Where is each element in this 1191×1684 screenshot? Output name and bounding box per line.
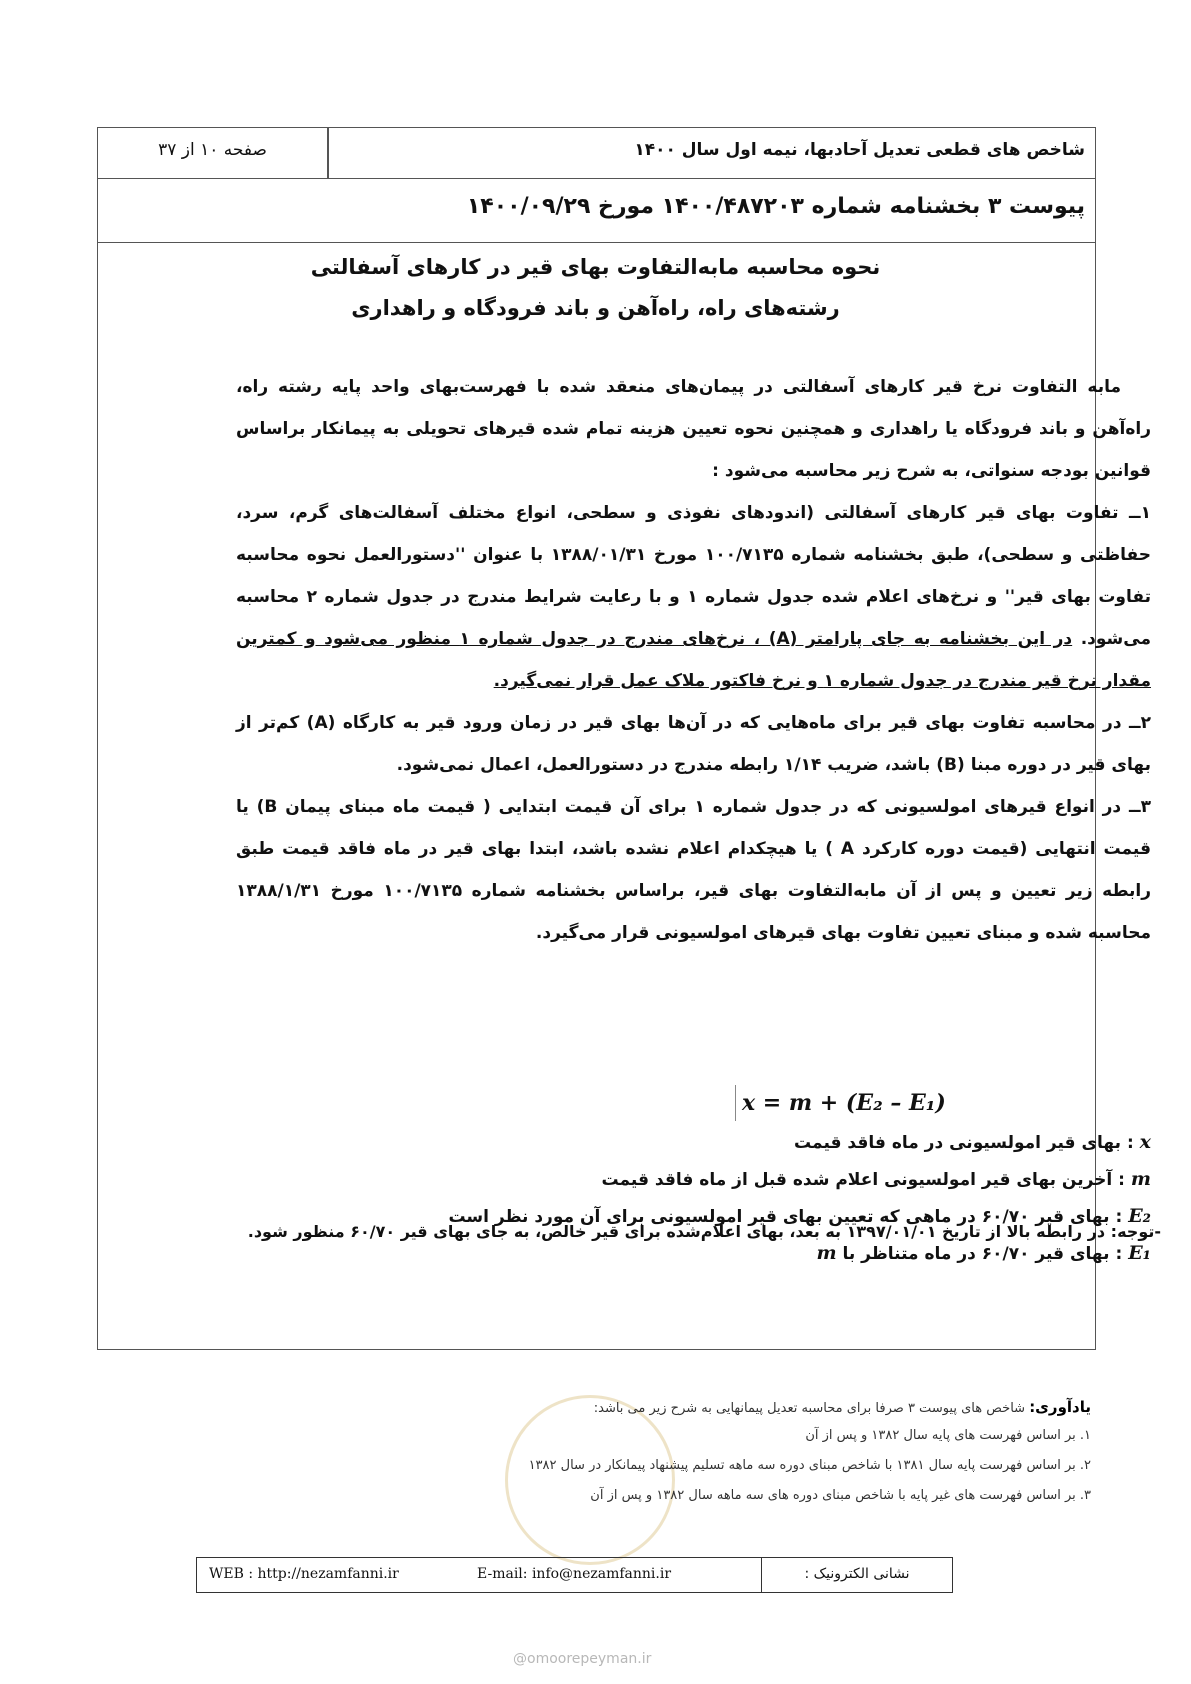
definitions bbox=[236, 1124, 1151, 1272]
email-link[interactable]: E-mail: info@nezamfanni.ir bbox=[477, 1566, 672, 1582]
body-text bbox=[236, 366, 1151, 954]
definition-m bbox=[236, 1161, 1151, 1198]
document-title: شاخص های قطعی تعدیل آحادبها، نیمه اول سال ۱۴۰۰ bbox=[634, 140, 1085, 160]
footer-item-3: ۳. بر اساس فهرست های غیر پایه با شاخص مبنای دوره های سه ماهه سال ۱۳۸۲ و پس از آن bbox=[590, 1488, 1091, 1503]
footer-item-1: ۱. بر اساس فهرست های پایه سال ۱۳۸۲ و پس از آن bbox=[805, 1428, 1091, 1443]
header-row bbox=[98, 128, 1095, 179]
contact-label: نشانی الکترونیک : bbox=[761, 1558, 952, 1592]
footer-reminder bbox=[91, 1398, 1091, 1416]
header-divider bbox=[327, 128, 329, 178]
formula: x = m + (E₂ – E₁) bbox=[735, 1085, 892, 1121]
definition-text: : آخرین بهای قیر امولسیونی اعلام شده قبل از ماه فاقد قیمت bbox=[601, 1170, 1131, 1190]
definition-symbol: E₂ bbox=[1128, 1205, 1151, 1227]
contact-box bbox=[196, 1557, 953, 1593]
definition-x bbox=[236, 1124, 1151, 1161]
definition-symbol: x bbox=[1139, 1131, 1151, 1153]
page-number: صفحه ۱۰ از ۳۷ bbox=[158, 140, 267, 160]
seal-watermark bbox=[505, 1395, 675, 1565]
reminder-text: شاخص های پیوست ۳ صرفا برای محاسبه تعدیل پیمانهایی به شرح زیر می باشد: bbox=[593, 1401, 1030, 1416]
reminder-label: یادآوری: bbox=[1029, 1398, 1091, 1416]
item-3: ۳ــ در انواع قیرهای امولسیونی که در جدول شماره ۱ برای آن قیمت ابتدایی ( قیمت ماه مبنای پیمان B) یا قیمت انتهایی (قیمت دوره کارکرد A ) یا هیچکدام اعلام نشده باشد، ابتدا بهای قیر در ماه فاقد قیمت طبق رابطه زیر تعیین و پس از آن مابه‌التفاوت بهای قیر، براساس بخشنامه شماره ۱۰۰/۷۱۳۵ مورخ ۱۳۸۸/۱/۳۱ محاسبه شده و مبنای تعیین تفاوت بهای قیرهای امولسیونی قرار می‌گیرد. bbox=[236, 797, 1152, 943]
watermark-text: @omoorepeyman.ir bbox=[513, 1651, 652, 1667]
section-heading-line1: نحوه محاسبه مابه‌التفاوت بهای قیر در کارهای آسفالتی bbox=[310, 255, 881, 279]
definition-text: : بهای قیر ۶۰/۷۰ در ماه متناظر با bbox=[836, 1244, 1129, 1264]
definition-symbol: E₁ bbox=[1128, 1242, 1151, 1264]
item-1-text: ۱ــ تفاوت بهای قیر کارهای آسفالتی (اندودهای نفوذی و سطحی، انواع مختلف آسفالت‌های گرم، سرد، حفاظتی و سطحی)، طبق بخشنامه شماره ۱۰۰/۷۱۳۵ مورخ ۱۳۸۸/۰۱/۳۱ با عنوان ''دستورالعمل نحوه محاسبه تفاوت بهای قیر'' و نرخ‌های اعلام شده جدول شماره ۱ و با رعایت شرایط مندرج در جدول شماره ۲ محاسبه می‌شود. bbox=[236, 503, 1151, 649]
item-1 bbox=[236, 492, 1151, 702]
section-heading-line2: رشته‌های راه، راه‌آهن و باند فرودگاه و راهداری bbox=[351, 296, 840, 320]
footer-item-2: ۲. بر اساس فهرست پایه سال ۱۳۸۱ با شاخص مبنای دوره سه ماهه تسلیم پیشنهاد پیمانکار در سال ۱۳۸۲ bbox=[528, 1458, 1091, 1473]
definition-tail-symbol: m bbox=[816, 1242, 837, 1264]
intro-paragraph: مابه التفاوت نرخ قیر کارهای آسفالتی در پیمان‌های منعقد شده با فهرست‌بهای واحد پایه رشته راه، راه‌آهن و باند فرودگاه یا راهداری و همچنین نحوه تعیین هزینه تمام شده قیرهای تحویلی به پیمانکار براساس قوانین بودجه سنواتی، به شرح زیر محاسبه می‌شود : bbox=[236, 377, 1151, 481]
item-2: ۲ــ در محاسبه تفاوت بهای قیر برای ماه‌هایی که در آن‌ها بهای قیر در زمان ورود قیر به کارگاه (A) کم‌تر از بهای قیر در دوره مبنا (B) باشد، ضریب ۱/۱۴ رابطه مندرج در دستورالعمل، اعمال نمی‌شود. bbox=[236, 713, 1151, 775]
note-text: -توجه: در رابطه بالا از تاریخ ۱۳۹۷/۰۱/۰۱ به بعد، بهای اعلام‌شده برای قیر خالص، به جای بهای قیر ۶۰/۷۰ منظور شود. bbox=[247, 1222, 1161, 1241]
subtitle-row bbox=[98, 178, 1095, 243]
definition-text: : بهای قیر ۶۰/۷۰ در ماهی که تعیین بهای قیر امولسیونی برای آن مورد نظر است bbox=[448, 1207, 1129, 1227]
definition-symbol: m bbox=[1130, 1168, 1151, 1190]
web-link[interactable]: WEB : http://nezamfanni.ir bbox=[209, 1566, 399, 1582]
document-subtitle: پیوست ۳ بخشنامه شماره ۱۴۰۰/۴۸۷۲۰۳ مورخ ۱۴۰۰/۰۹/۲۹ bbox=[466, 194, 1085, 219]
item-1-underlined: در این بخشنامه به جای پارامتر (A) ، نرخ‌های مندرج در جدول شماره ۱ منظور می‌شود و کمترین مقدار نرخ قیر مندرج در جدول شماره ۱ و نرخ فاکتور ملاک عمل قرار نمی‌گیرد. bbox=[236, 629, 1151, 691]
definition-text: : بهای قیر امولسیونی در ماه فاقد قیمت bbox=[794, 1133, 1140, 1153]
